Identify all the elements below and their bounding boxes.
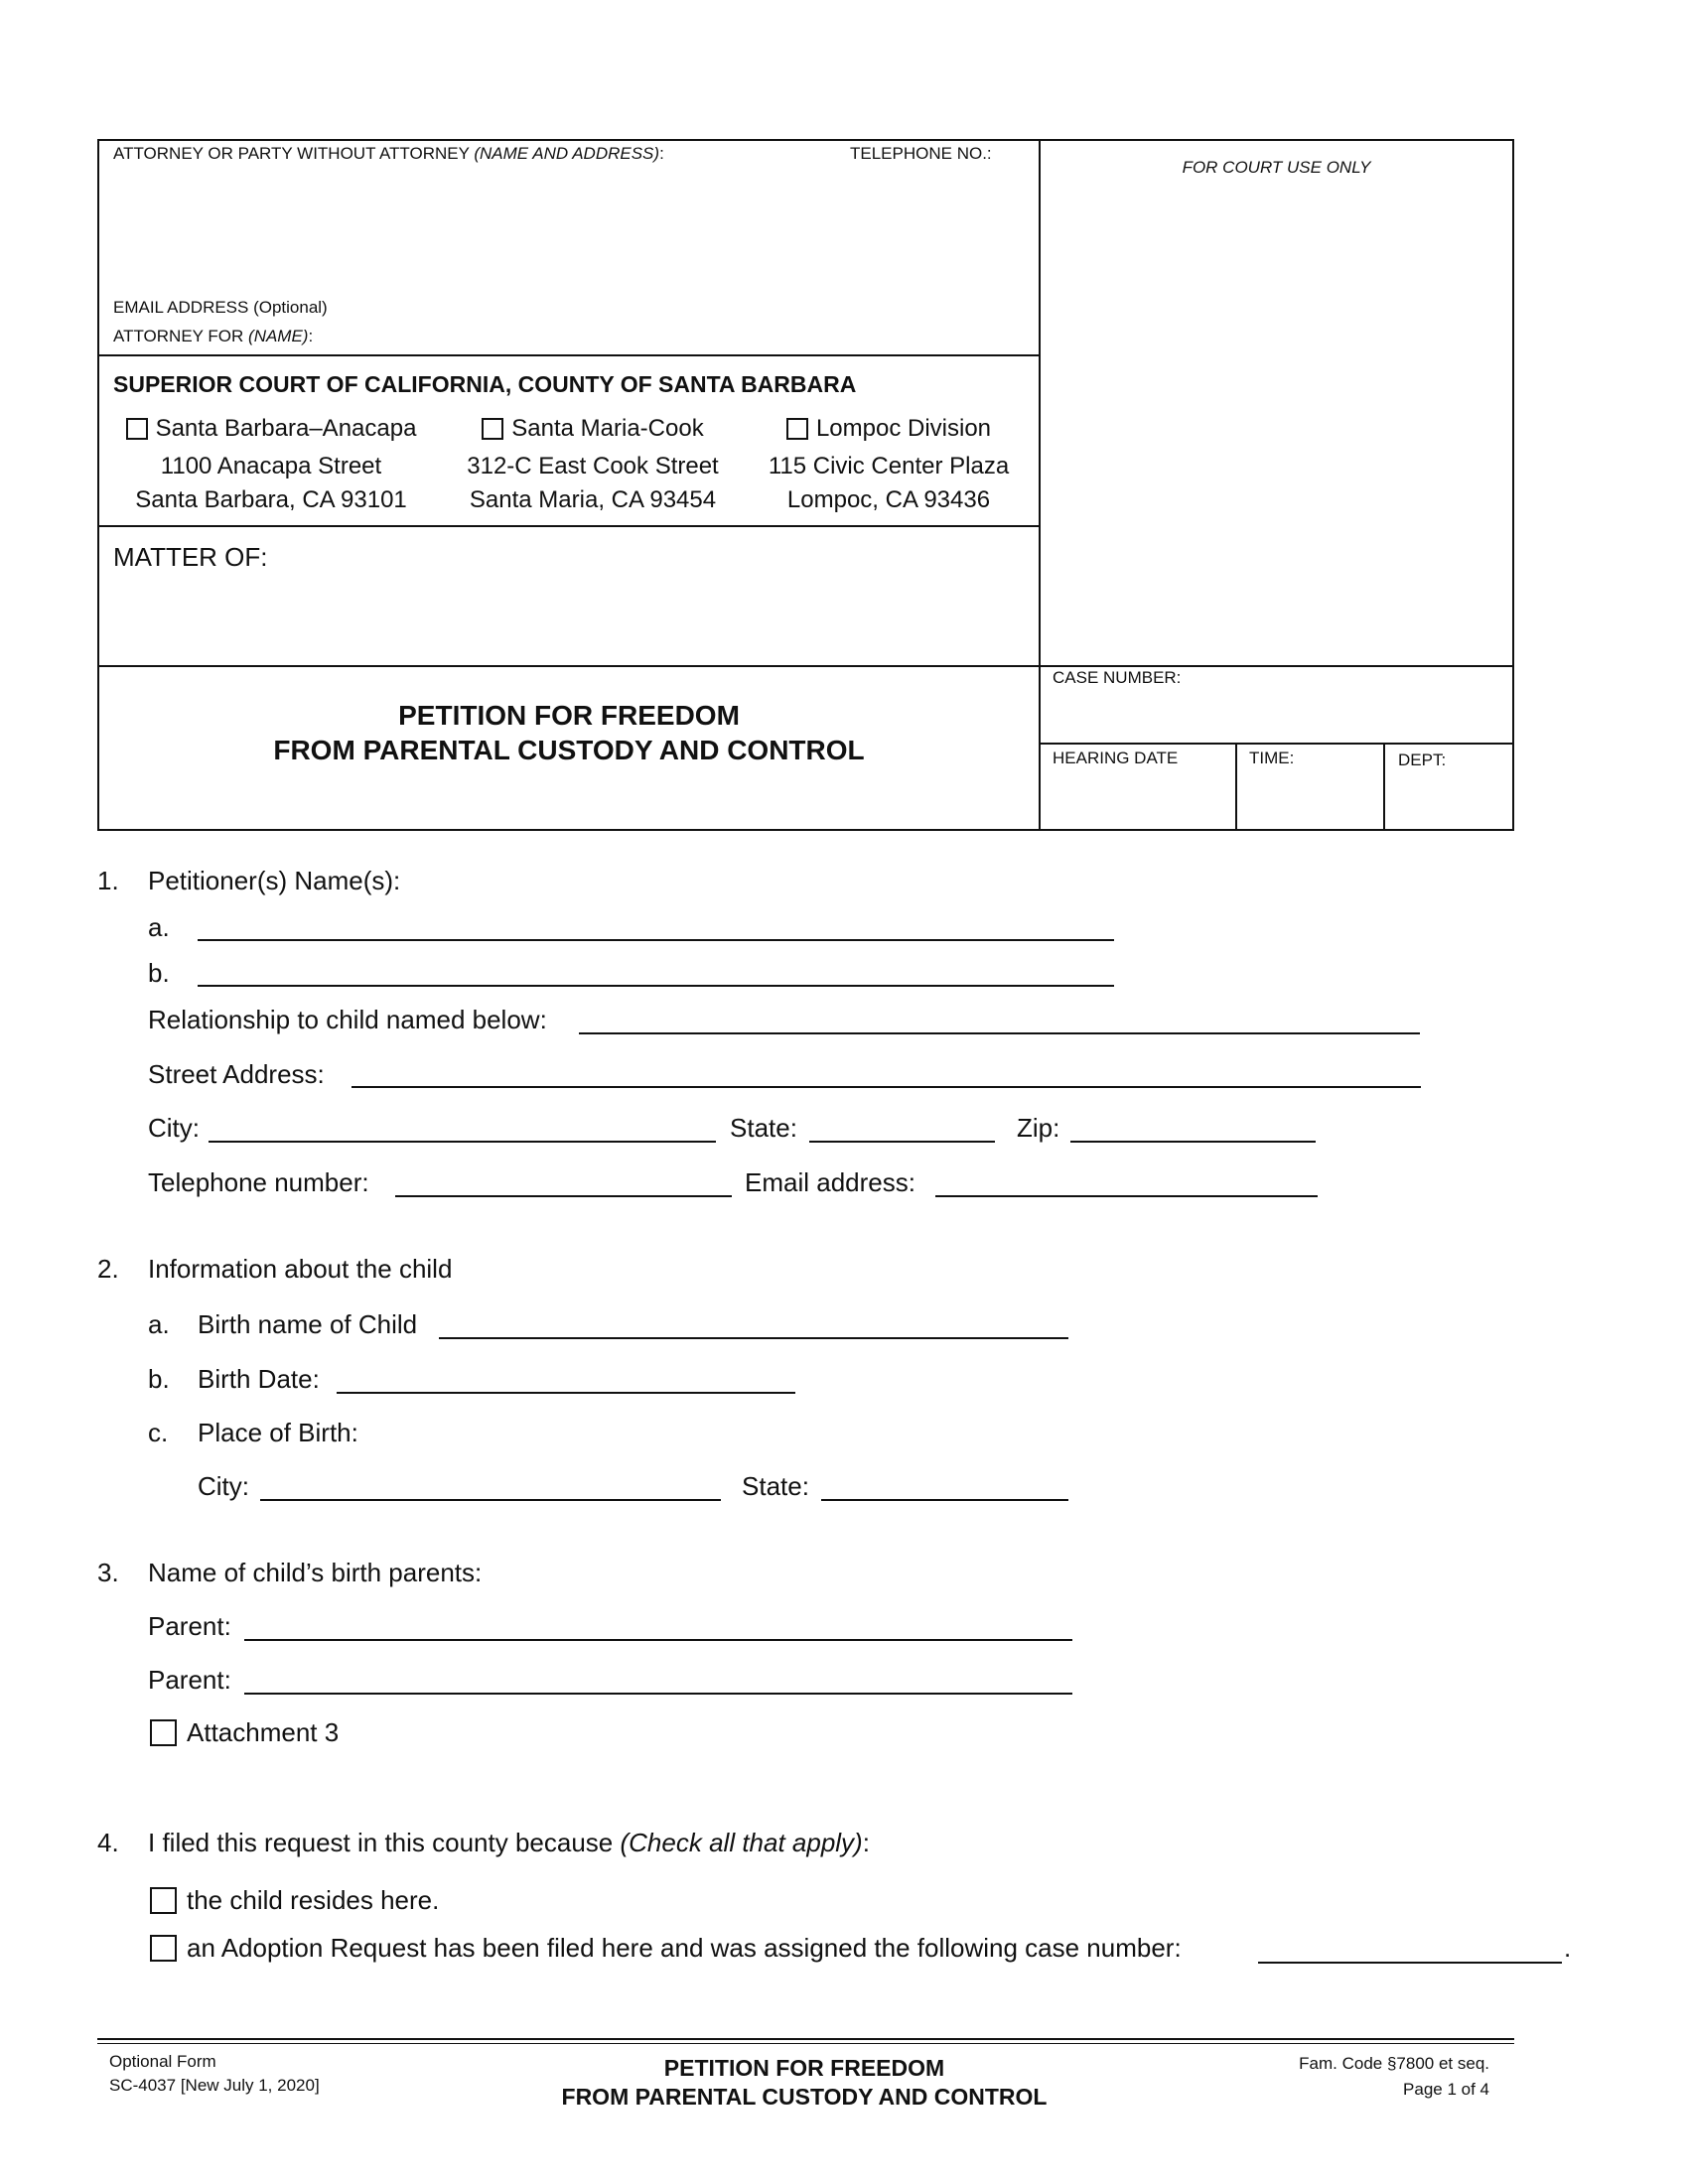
- anacapa-checkbox[interactable]: [126, 418, 148, 440]
- lompoc-name: Lompoc Division: [815, 415, 992, 442]
- court-location-lompoc: [735, 412, 1043, 517]
- santa-maria-street: 312-C East Cook Street: [467, 453, 719, 479]
- attachment-3-label: Attachment 3: [187, 1717, 340, 1747]
- state-label: State:: [730, 1113, 797, 1143]
- zip-label: Zip:: [1017, 1113, 1060, 1143]
- state-field[interactable]: [809, 1141, 995, 1143]
- section2-number: 2.: [97, 1254, 119, 1284]
- attorney-name-address-field[interactable]: [109, 167, 1028, 294]
- adoption-request-checkbox[interactable]: [150, 1935, 177, 1962]
- attorney-for-colon: :: [308, 327, 314, 345]
- email-address-label: Email address:: [745, 1167, 915, 1197]
- court-section-rule: [97, 525, 1041, 527]
- footer-rule-bottom: [97, 2043, 1514, 2044]
- hearing-time-divider: [1235, 743, 1237, 831]
- footer-code: Fam. Code §7800 et seq.: [1299, 2054, 1489, 2073]
- attachment-3-option: [150, 1716, 339, 1748]
- time-label: TIME:: [1249, 749, 1295, 767]
- birth-name-letter: a.: [148, 1309, 170, 1339]
- attorney-label-colon: :: [659, 144, 664, 163]
- footer-title-line2: FROM PARENTAL CUSTODY AND CONTROL: [561, 2084, 1048, 2110]
- section4-heading-text: I filed this request in this county because: [148, 1828, 621, 1857]
- zip-field[interactable]: [1070, 1141, 1316, 1143]
- petitioner-a-field[interactable]: [198, 939, 1114, 941]
- attachment-3-checkbox[interactable]: [150, 1719, 177, 1746]
- dept-label: DEPT:: [1398, 751, 1447, 769]
- anacapa-city: Santa Barbara, CA 93101: [135, 486, 407, 513]
- telephone-number-field[interactable]: [395, 1195, 732, 1197]
- petitioner-b-field[interactable]: [198, 985, 1114, 987]
- adoption-request-label: an Adoption Request has been filed here and was assigned the following case number:: [187, 1933, 1182, 1963]
- section1-heading: Petitioner(s) Name(s):: [148, 866, 401, 895]
- petitioner-a-label: a.: [148, 912, 170, 942]
- telephone-number-label: Telephone number:: [148, 1167, 369, 1197]
- street-address-field[interactable]: [352, 1086, 1421, 1088]
- parent-2-label: Parent:: [148, 1665, 231, 1695]
- matter-of-field[interactable]: [109, 581, 1028, 660]
- parent-1-label: Parent:: [148, 1611, 231, 1641]
- lompoc-checkbox[interactable]: [786, 418, 808, 440]
- parent-1-field[interactable]: [244, 1639, 1072, 1641]
- city-field[interactable]: [209, 1141, 716, 1143]
- section3-heading: Name of child’s birth parents:: [148, 1558, 483, 1587]
- email-label: EMAIL ADDRESS (Optional): [113, 298, 328, 317]
- telephone-label: TELEPHONE NO.:: [850, 144, 992, 163]
- santa-maria-city: Santa Maria, CA 93454: [469, 486, 717, 513]
- court-use-label: FOR COURT USE ONLY: [1182, 158, 1371, 177]
- city-label: City:: [148, 1113, 200, 1143]
- adoption-request-period: .: [1564, 1933, 1572, 1963]
- footer-title-line1: PETITION FOR FREEDOM: [663, 2055, 945, 2081]
- santa-maria-name: Santa Maria-Cook: [511, 415, 704, 442]
- anacapa-name: Santa Barbara–Anacapa: [155, 415, 417, 442]
- section3-number: 3.: [97, 1558, 119, 1587]
- birth-name-field[interactable]: [439, 1337, 1068, 1339]
- footer-rule-top: [97, 2038, 1514, 2040]
- birth-state-field[interactable]: [821, 1499, 1068, 1501]
- attorney-label-text: ATTORNEY OR PARTY WITHOUT ATTORNEY: [113, 144, 475, 163]
- place-of-birth-letter: c.: [148, 1418, 169, 1447]
- hearing-date-label: HEARING DATE: [1053, 749, 1179, 767]
- lompoc-street: 115 Civic Center Plaza: [768, 453, 1010, 479]
- form-title-line1: PETITION FOR FREEDOM: [398, 700, 740, 731]
- resides-label: the child resides here.: [187, 1885, 440, 1915]
- section4-heading-colon: :: [862, 1828, 870, 1857]
- court-name: SUPERIOR COURT OF CALIFORNIA, COUNTY OF SANTA BARBARA: [113, 371, 857, 397]
- attorney-for-text: ATTORNEY FOR: [113, 327, 249, 345]
- lompoc-city: Lompoc, CA 93436: [786, 486, 991, 513]
- case-number-label: CASE NUMBER:: [1053, 668, 1182, 687]
- matter-of-label: MATTER OF:: [113, 542, 268, 572]
- birth-city-label: City:: [198, 1471, 249, 1501]
- matter-section-rule: [97, 665, 1514, 667]
- time-dept-divider: [1383, 743, 1385, 831]
- resides-option: [150, 1884, 439, 1916]
- attorney-label-italic: (NAME AND ADDRESS): [474, 144, 660, 163]
- resides-checkbox[interactable]: [150, 1887, 177, 1914]
- footer-optional-form: Optional Form: [109, 2052, 216, 2071]
- parent-2-field[interactable]: [244, 1693, 1072, 1695]
- court-location-anacapa: [117, 412, 425, 517]
- street-address-label: Street Address:: [148, 1059, 325, 1089]
- case-number-rule: [1039, 743, 1514, 745]
- birth-date-label: Birth Date:: [198, 1364, 320, 1394]
- form-title-line2: FROM PARENTAL CUSTODY AND CONTROL: [273, 735, 865, 765]
- section4-heading: [148, 1827, 870, 1858]
- birth-date-letter: b.: [148, 1364, 170, 1394]
- relationship-label: Relationship to child named below:: [148, 1005, 547, 1034]
- section4-number: 4.: [97, 1828, 119, 1857]
- section4-heading-italic: (Check all that apply): [620, 1828, 863, 1857]
- section1-number: 1.: [97, 866, 119, 895]
- attorney-label: [113, 144, 664, 164]
- footer-page: Page 1 of 4: [1403, 2080, 1489, 2099]
- court-location-santa-maria: [439, 412, 747, 517]
- birth-state-label: State:: [742, 1471, 809, 1501]
- petitioner-b-label: b.: [148, 958, 170, 988]
- attorney-for-label: [113, 327, 313, 346]
- place-of-birth-label: Place of Birth:: [198, 1418, 358, 1447]
- adoption-case-number-field[interactable]: [1258, 1962, 1562, 1964]
- attorney-section-rule: [97, 354, 1041, 356]
- relationship-field[interactable]: [579, 1032, 1420, 1034]
- birth-city-field[interactable]: [260, 1499, 721, 1501]
- birth-name-label: Birth name of Child: [198, 1309, 418, 1339]
- anacapa-street: 1100 Anacapa Street: [160, 453, 382, 479]
- case-number-field[interactable]: [1049, 691, 1505, 739]
- santa-maria-checkbox[interactable]: [482, 418, 503, 440]
- attorney-for-italic: (NAME): [248, 327, 309, 345]
- email-address-field[interactable]: [935, 1195, 1318, 1197]
- birth-date-field[interactable]: [337, 1392, 795, 1394]
- section2-heading: Information about the child: [148, 1254, 453, 1284]
- adoption-request-option: [150, 1932, 1182, 1964]
- footer-form-number: SC-4037 [New July 1, 2020]: [109, 2076, 320, 2095]
